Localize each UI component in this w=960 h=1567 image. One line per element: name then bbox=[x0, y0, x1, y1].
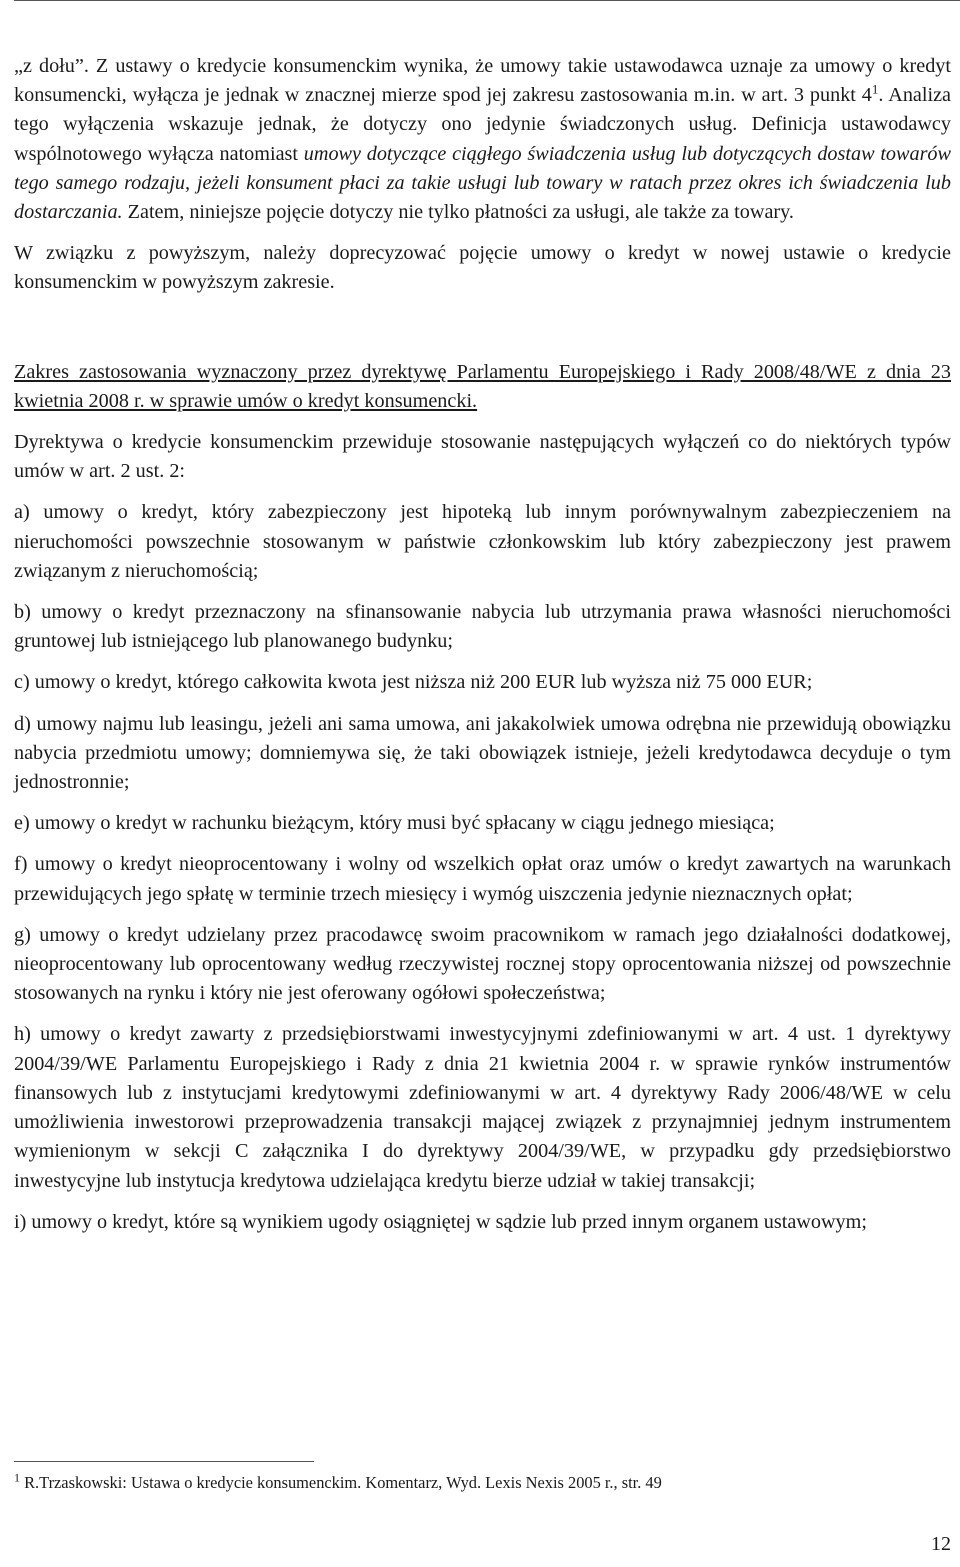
footnote-reference[interactable]: 1 bbox=[871, 81, 879, 97]
header-rule bbox=[14, 0, 960, 1]
footnote-text: R.Trzaskowski: Ustawa o kredycie konsumenckim. Komentarz, Wyd. Lexis Nexis 2005 r., str. 49 bbox=[20, 1473, 662, 1492]
intro-paragraph bbox=[14, 52, 951, 227]
list-item-d: d) umowy najmu lub leasingu, jeżeli ani sama umowa, ani jakakolwiek umowa odrębna nie przewidują obowiązku nabycia przedmiotu umowy; domniemywa się, że taki obowiązek istnieje, jeżeli kredytodawca decyduje o tym jednostronnie; bbox=[14, 712, 951, 794]
footnote-separator bbox=[14, 1461, 314, 1462]
list-item-c: c) umowy o kredyt, którego całkowita kwota jest niższa niż 200 EUR lub wyższa niż 75 000 EUR; bbox=[14, 671, 813, 694]
intro-text-3: Zatem, niniejsze pojęcie dotyczy nie tylko płatności za usługi, ale także za towary. bbox=[122, 201, 794, 224]
list-item-h: h) umowy o kredyt zawarty z przedsiębiorstwami inwestycyjnymi zdefiniowanymi w art. 4 ust. 1 dyrektywy 2004/39/WE Parlamentu Europejskiego i Rady z dnia 21 kwietnia 2004 r. w sprawie rynków instrumentów finansowych lub z instytucjami kredytowymi zdefiniowanymi w art. 4 dyrektywy Rady 2006/48/WE w celu umożliwienia inwestorowi przeprowadzenia transakcji mającej związek z przynajmniej jednym instrumentem wymienionym w sekcji C załącznika I do dyrektywy 2004/39/WE, w przypadku gdy przedsiębiorstwo inwestycyjne lub instytucja kredytowa udzielająca kredytu bierze udział w takiej transakcji; bbox=[14, 1023, 951, 1192]
list-item-f: f) umowy o kredyt nieoprocentowany i wolny od wszelkich opłat oraz umów o kredyt zawartych na warunkach przewidujących jego spłatę w terminie trzech miesięcy i wymóg uiszczenia jedynie nieznacznych opłat; bbox=[14, 853, 951, 905]
document-body bbox=[14, 52, 951, 1237]
intro-italic-definition: umowy dotyczące ciągłego świadczenia usług lub dotyczących dostaw towarów tego samego rodzaju, jeżeli konsument płaci za takie usługi lub towary w ratach przez okres ich świadczenia lub dostarczania. bbox=[14, 142, 951, 224]
list-item-b: b) umowy o kredyt przeznaczony na sfinansowanie nabycia lub utrzymania prawa własności nieruchomości gruntowej lub istniejącego lub planowanego budynku; bbox=[14, 601, 951, 653]
list-item-i: i) umowy o kredyt, które są wynikiem ugody osiągniętej w sądzie lub przed innym organem ustawowym; bbox=[14, 1210, 867, 1233]
section-heading: Zakres zastosowania wyznaczony przez dyrektywę Parlamentu Europejskiego i Rady 2008/48/WE z dnia 23 kwietnia 2008 r. w sprawie umów o kredyt konsumencki. bbox=[14, 360, 951, 412]
footnote-mark: 1 bbox=[14, 1470, 20, 1485]
list-item-e: e) umowy o kredyt w rachunku bieżącym, który musi być spłacany w ciągu jednego miesiąca; bbox=[14, 812, 775, 835]
lead-paragraph: Dyrektywa o kredycie konsumenckim przewiduje stosowanie następujących wyłączeń co do niektórych typów umów w art. 2 ust. 2: bbox=[14, 431, 951, 483]
intro-text-1: „z dołu”. Z ustawy o kredycie konsumenckim wynika, że umowy takie ustawodawca uznaje za umowy o kredyt konsumencki, wyłącza je jednak w znacznej mierze spod jej zakresu zastosowania m.in. w art. 3 punkt 4 bbox=[14, 55, 951, 107]
intro-text-2: . Analiza tego wyłączenia wskazuje jednak, że dotyczy ono jedynie świadczonych usług. Definicja ustawodawcy wspólnotowego wyłącza natomiast bbox=[14, 84, 952, 165]
conclusion-paragraph: W związku z powyższym, należy doprecyzować pojęcie umowy o kredyt w nowej ustawie o kredycie konsumenckim w powyższym zakresie. bbox=[14, 242, 951, 294]
footnote bbox=[14, 1472, 951, 1494]
page-number: 12 bbox=[931, 1533, 951, 1555]
list-item-g: g) umowy o kredyt udzielany przez pracodawcę swoim pracownikom w ramach jego działalności dodatkowej, nieoprocentowany lub oprocentowany według rzeczywistej rocznej stopy oprocentowania niższej od powszechnie stosowanych na rynku i który nie jest oferowany ogółowi społeczeństwa; bbox=[14, 923, 951, 1005]
list-item-a: a) umowy o kredyt, który zabezpieczony jest hipoteką lub innym porównywalnym zabezpieczeniem na nieruchomości powszechnie stosowanym w państwie członkowskim lub który zabezpieczony jest prawem związanym z nieruchomością; bbox=[14, 501, 951, 582]
